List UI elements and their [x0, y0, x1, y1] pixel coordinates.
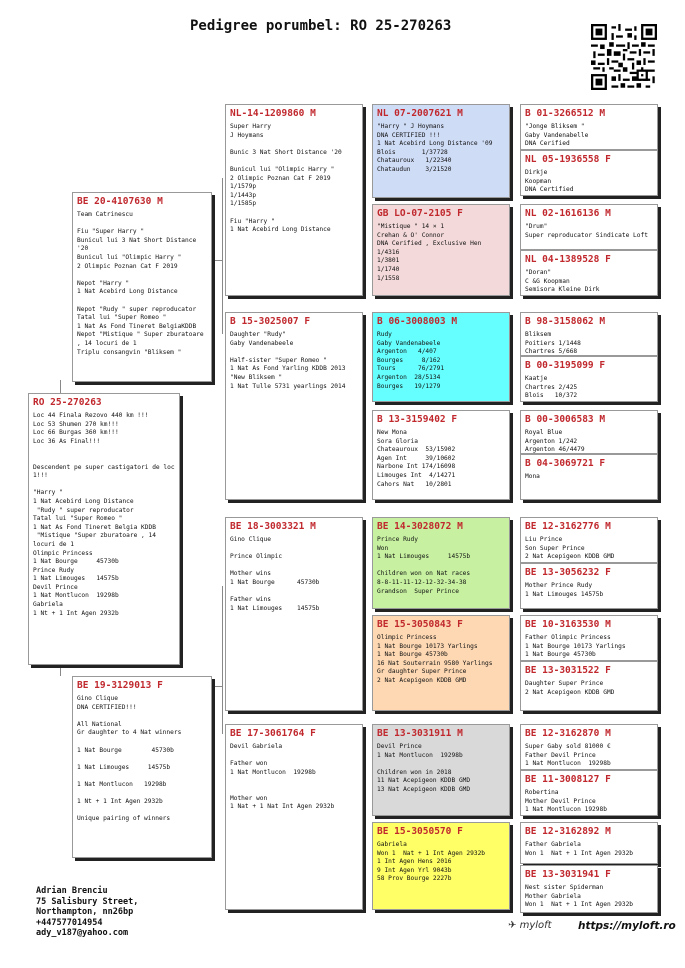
card-notes: Daughter "Rudy" Gaby Vandenabeele Half-sister "Super Romeo " 1 Nat As Fond Yarling KDDB 2013 "New Bliksem " 1 Nat Tulle 5731 yearlings 2014: [230, 331, 346, 390]
pedigree-card-sire[interactable]: [72, 192, 212, 382]
pedigree-card-sdd[interactable]: [372, 410, 510, 500]
pedigree-card-sss[interactable]: [372, 104, 510, 198]
connector-line: [212, 260, 222, 261]
pedigree-card-dds[interactable]: [372, 724, 510, 816]
card-notes: Robertina Mother Devil Prince 1 Nat Montlucon 19298b: [525, 789, 607, 814]
ring-number: BE 14-3028072 M: [377, 521, 463, 532]
card-notes: Devil Gabriela Father won 1 Nat Montlucon 19298b Mother won 1 Nat + 1 Nat Int Agen 2932b: [230, 743, 335, 811]
card-notes: Nest sister Spiderman Mother Gabriela Won 1 Nat + 1 Int Agen 2932b: [525, 884, 634, 909]
pedigree-card-g3[interactable]: [520, 204, 658, 250]
card-notes: Bliksem Poitiers 1/1448 Chartres 5/668: [525, 331, 581, 356]
pedigree-card-g4[interactable]: [520, 250, 658, 296]
connector-line: [222, 178, 223, 334]
card-notes: Father Olimpic Princess 1 Nat Bourge 10173 Yarlings 1 Nat Bourge 45730b: [525, 634, 626, 659]
card-notes: Gabriela Won 1 Nat + 1 Int Agen 2932b 1 Int Agen Hens 2016 9 Int Agen Yrl 9043b 58 Prov Bourge 2227b: [377, 841, 486, 883]
card-notes: Olimpic Princess 1 Nat Bourge 10173 Yarlings 1 Nat Bourge 45730b 16 Nat Souterrain 9580 Yarlings Gr daughter Super Prince 2 Nat Acepigeon KDDB GMD: [377, 634, 493, 684]
card-notes: Super Gaby sold 81000 € Father Devil Prince 1 Nat Montlucon 19298b: [525, 743, 611, 768]
pedigree-card-g10[interactable]: [520, 563, 658, 609]
ring-number: NL 07-2007621 M: [377, 108, 463, 119]
pedigree-card-dam-dam[interactable]: [225, 724, 363, 910]
ring-number: B 13-3159402 F: [377, 414, 458, 425]
card-notes: Daughter Super Prince 2 Nat Acepigeon KDDB GMD: [525, 680, 615, 696]
card-notes: Prince Rudy Won 1 Nat Limouges 14575b Children won on Nat races 8-8-11-11-12-12-32-34-38 Grandson Super Prince: [377, 536, 471, 595]
card-notes: Loc 44 Finala Rezovo 440 km !!! Loc 53 Shumen 270 km!!! Loc 66 Burgas 360 km!!! Loc 36 As Final!!! Descendent pe super castigatori de loc 1!!! "Harry " 1 Nat Acebird Long Distance "Rudy " super reproducator Tatal lui "Super Romeo " 1 Nat As Fond Tineret Belgia KDDB "Mistique "Super zburatoare , 14 locuri de 1 Olimpic Princess 1 Nat Bourge 45730b Prince Rudy 1 Nat Limouges 14575b Devil Prince 1 Nat Montlucon 19298b Gabriela 1 Nt + 1 Int Agen 2932b: [33, 412, 175, 617]
pedigree-card-g9[interactable]: [520, 517, 658, 563]
pedigree-card-g12[interactable]: [520, 661, 658, 711]
pedigree-card-dss[interactable]: [372, 517, 510, 609]
pedigree-card-g1[interactable]: [520, 104, 658, 150]
card-notes: Mona: [525, 473, 540, 480]
ring-number: B 06-3008003 M: [377, 316, 458, 327]
card-notes: "Jonge Bliksem " Gaby Vandenabelle DNA Cerified: [525, 123, 589, 148]
card-notes: Gino Clique DNA CERTIFIED!!! All National Gr daughter to 4 Nat winners 1 Nat Bourge 45730b 1 Nat Limouges 14575b 1 Nat Montlucon 19298b 1 Nt + 1 Int Agen 2932b Unique pairing of winners: [77, 695, 182, 823]
pedigree-card-sds[interactable]: [372, 312, 510, 402]
ring-number: BE 19-3129013 F: [77, 680, 163, 691]
ring-number: BE 17-3061764 F: [230, 728, 316, 739]
ring-number: BE 15-3050843 F: [377, 619, 463, 630]
pedigree-card-g14[interactable]: [520, 770, 658, 816]
owner-contact: Adrian Brenciu 75 Salisbury Street, Northampton, nn26bp +447577014954 ady_v187@yahoo.com: [36, 886, 139, 938]
ring-number: RO 25-270263: [33, 397, 102, 408]
card-notes: Team Catrinescu Fiu "Super Harry " Bunicul lui 3 Nat Short Distance '20 Bunicul lui "Olimpic Harry " 2 Olimpic Poznan Cat F 2019 Nepot "Harry " 1 Nat Acebird Long Distance Nepot "Rudy " super reproducator Tatal lui "Super Romeo " 1 Nat As Fond Tineret BelgiaKDDB Nepot "Mistique " Super zburatoare , 14 locuri de 1 Triplu consangvin "Bliksem ": [77, 211, 204, 356]
pedigree-card-g11[interactable]: [520, 615, 658, 661]
ring-number: B 01-3266512 M: [525, 108, 606, 119]
pedigree-card-g13[interactable]: [520, 724, 658, 770]
ring-number: BE 11-3008127 F: [525, 774, 611, 785]
qr-code: [591, 24, 657, 90]
card-notes: "Mistique " 14 × 1 Crehan & O' Connor DNA Cerified , Exclusive Hen 1/4316 1/3801 1/1740 1/1558: [377, 223, 482, 282]
ring-number: BE 18-3003321 M: [230, 521, 316, 532]
pedigree-card-g6[interactable]: [520, 356, 658, 402]
ring-number: BE 13-3031941 F: [525, 869, 611, 880]
pedigree-card-dsd[interactable]: [372, 615, 510, 711]
card-notes: "Doran" C &G Koopman Semisora Kleine Dirk: [525, 269, 600, 294]
ring-number: BE 12-3162776 M: [525, 521, 611, 532]
bird-icon: ✈: [508, 920, 517, 931]
ring-number: B 04-3069721 F: [525, 458, 606, 469]
ring-number: BE 20-4107630 M: [77, 196, 163, 207]
card-notes: Devil Prince 1 Nat Montlucon 19298b Children won in 2018 11 Nat Acepigeon KDDB GMD 13 Nat Acepigeon KDDB GMD: [377, 743, 471, 793]
ring-number: B 00-3195099 F: [525, 360, 606, 371]
pedigree-card-dam-sire[interactable]: [225, 517, 363, 711]
ring-number: BE 10-3163530 M: [525, 619, 611, 630]
connector-line: [222, 586, 223, 734]
card-notes: Super Harry J Hoymans Bunic 3 Nat Short Distance '20 Bunicul lui "Olimpic Harry " 2 Olimpic Poznan Cat F 2019 1/1579p 1/1443p 1/1585p Fiu "Harry " 1 Nat Acebird Long Distance: [230, 123, 342, 234]
brand-name: myloft: [519, 920, 552, 931]
card-notes: Dirkje Koopman DNA Certified: [525, 169, 574, 194]
card-notes: "Harry " J Hoymans DNA CERTIFIED !!! 1 Nat Acebird Long Distance '09 Blois 1/37728 Chatauroux 1/22340 Chataudun 3/21520: [377, 123, 493, 173]
ring-number: NL 05-1936558 F: [525, 154, 611, 165]
pedigree-card-sire-sire[interactable]: [225, 104, 363, 296]
card-notes: Gino Clique Prince Olimpic Mother wins 1 Nat Bourge 45730b Father wins 1 Nat Limouges 14575b: [230, 536, 320, 612]
pedigree-card-ddd[interactable]: [372, 822, 510, 910]
ring-number: BE 12-3162892 M: [525, 826, 611, 837]
pedigree-card-g5[interactable]: [520, 312, 658, 356]
pedigree-card-sire-dam[interactable]: [225, 312, 363, 500]
pedigree-card-g16[interactable]: [520, 865, 658, 913]
pedigree-card-g8[interactable]: [520, 454, 658, 500]
pedigree-card-ssd[interactable]: [372, 204, 510, 296]
ring-number: BE 12-3162870 M: [525, 728, 611, 739]
pedigree-card-subject[interactable]: [28, 393, 180, 665]
connector-line: [212, 686, 222, 687]
card-notes: New Mona Sora Gloria Chateauroux 53/15902 Agen Int 39/10602 Narbone Int 174/16098 Limouges Int 4/14271 Cahors Nat 10/2801: [377, 429, 456, 488]
ring-number: NL-14-1209860 M: [230, 108, 316, 119]
card-notes: Royal Blue Argenton 1/242 Argenton 46/4479: [525, 429, 585, 454]
card-notes: "Drum" Super reproducator Sindicate Loft: [525, 223, 648, 239]
ring-number: B 15-3025007 F: [230, 316, 311, 327]
pedigree-card-dam[interactable]: [72, 676, 212, 858]
card-notes: Rudy Gaby Vandenabeele Argenton 4/407 Bourges 8/162 Tours 76/2791 Argenton 28/5134 Bourges 19/1279: [377, 331, 445, 390]
page-title: Pedigree porumbel: RO 25-270263: [190, 18, 452, 34]
ring-number: BE 13-3031911 M: [377, 728, 463, 739]
ring-number: B 98-3158062 M: [525, 316, 606, 327]
website-link[interactable]: https://myloft.ro: [578, 920, 676, 932]
pedigree-card-g7[interactable]: [520, 410, 658, 454]
ring-number: BE 15-3050570 F: [377, 826, 463, 837]
connector-line: [60, 380, 61, 394]
card-notes: Mother Prince Rudy 1 Nat Limouges 14575b: [525, 582, 604, 598]
ring-number: GB LO-07-2105 F: [377, 208, 463, 219]
ring-number: NL 02-1616136 M: [525, 208, 611, 219]
ring-number: BE 13-3031522 F: [525, 665, 611, 676]
card-notes: Liu Prince Son Super Prince 2 Nat Acepigeon KDDB GMD: [525, 536, 615, 561]
card-notes: Kaatje Chartres 2/425 Blois 10/372: [525, 375, 578, 400]
pedigree-card-g2[interactable]: [520, 150, 658, 196]
card-notes: Father Gabriela Won 1 Nat + 1 Int Agen 2932b: [525, 841, 634, 857]
ring-number: NL 04-1389528 F: [525, 254, 611, 265]
brand-logo: [508, 920, 552, 931]
pedigree-card-g15[interactable]: [520, 822, 658, 864]
ring-number: B 00-3006583 M: [525, 414, 606, 425]
ring-number: BE 13-3056232 F: [525, 567, 611, 578]
